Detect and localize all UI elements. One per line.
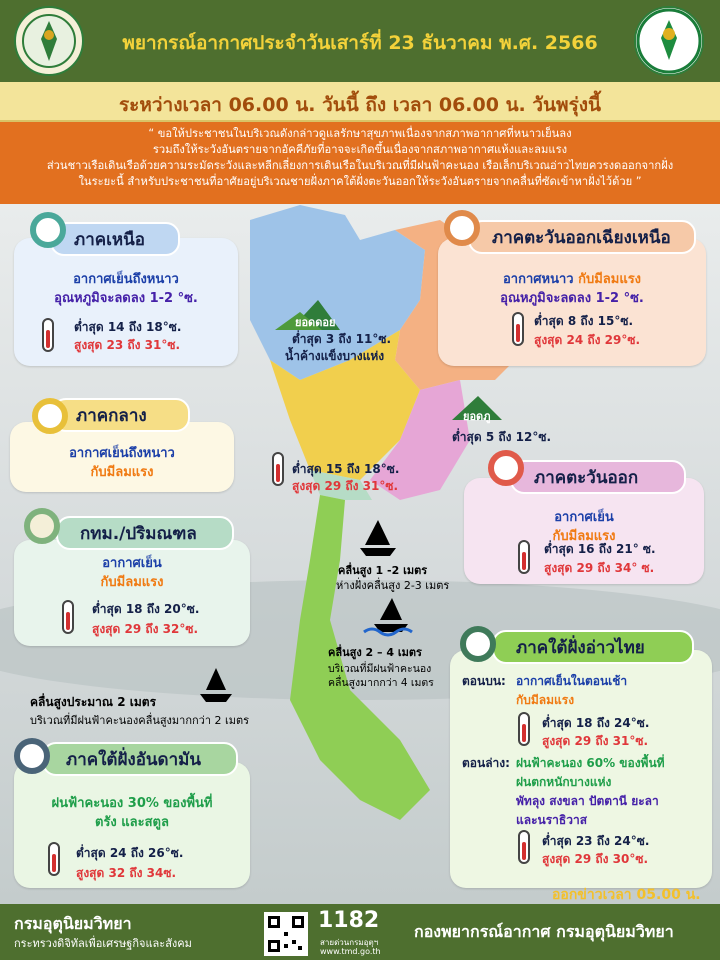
south-gulf-lower-line2: ฝนตกหนักบางแห่ง: [516, 775, 612, 789]
north-max: สูงสุด 23 ถึง 31°ซ.: [74, 338, 181, 352]
boat-icon: [365, 520, 390, 545]
south-gulf-upper-line1: อากาศเย็นในตอนเช้า: [516, 674, 628, 688]
east-max: สูงสุด 29 ถึง 34° ซ.: [544, 561, 655, 575]
north-min: ต่ำสุด 14 ถึง 18°ซ.: [74, 320, 182, 334]
south-andaman-box: [14, 762, 250, 888]
north-tag: ภาคเหนือ: [50, 222, 180, 256]
bangkok-tag: กทม./ปริมณฑล: [56, 516, 234, 550]
south-gulf-lower-max: สูงสุด 29 ถึง 30°ซ.: [542, 852, 649, 866]
south-gulf-lower-min: ต่ำสุด 23 ถึง 24°ซ.: [542, 834, 650, 848]
warning-line: ส่วนชาวเรือเดินเรือด้วยความระมัดระวังและหลีกเลี่ยงการเดินเรือในบริเวณที่มีฝนฟ้าคะนอง เรือเล็กบริเวณอ่าวไทยควรงดออกจากฝั่ง: [46, 159, 674, 172]
south-gulf-upper-min: ต่ำสุด 18 ถึง 24°ซ.: [542, 716, 650, 730]
north-line2: อุณหภูมิจะลดลง 1-2 °ซ.: [54, 291, 198, 306]
forecast-period: ระหว่างเวลา 06.00 น. วันนี้ ถึง เวลา 06.00 น. วันพรุ่งนี้: [118, 94, 602, 116]
bangkok-min: ต่ำสุด 18 ถึง 20°ซ.: [92, 602, 200, 616]
northeast-max: สูงสุด 24 ถึง 29°ซ.: [534, 333, 641, 347]
issued-time: ออกข่าวเวลา 05.00 น.: [552, 887, 701, 903]
hotline-sub2[interactable]: www.tmd.go.th: [320, 947, 381, 956]
north-line1: อากาศเย็นถึงหนาว: [73, 272, 179, 287]
location-pin-icon: [488, 450, 524, 486]
footer-dept: กรมอุตุนิยมวิทยา: [14, 914, 132, 933]
qr-code-icon[interactable]: [264, 912, 308, 956]
south-gulf-upper-max: สูงสุด 29 ถึง 31°ซ.: [542, 734, 649, 748]
footer-ministry: กระทรวงดิจิทัลเพื่อเศรษฐกิจและสังคม: [14, 937, 192, 950]
south-andaman-max: สูงสุด 32 ถึง 34ซ.: [76, 866, 177, 880]
south-gulf-tag: ภาคใต้ฝั่งอ่าวไทย: [492, 630, 694, 664]
wave-gulf-lower-sub2: คลื่นสูงมากกว่า 4 เมตร: [328, 677, 434, 689]
bangkok-line2: กับมีลมแรง: [100, 575, 164, 590]
warning-line: ในระยะนี้ สำหรับประชาชนที่อาศัยอยู่บริเวณชายฝั่งภาคใต้ฝั่งตะวันออกให้ระวังอันตรายจากคลื่นที่ซัดเข้าหาฝั่งไว้ด้วย ”: [78, 175, 642, 188]
south-gulf-upper-line2: กับมีลมแรง: [516, 693, 575, 707]
doi-temp: ต่ำสุด 3 ถึง 11°ซ.: [292, 332, 392, 346]
bangkok-box: [14, 540, 250, 646]
location-pin-icon: [24, 508, 60, 544]
doi-frost: น้ำค้างแข็งบางแห่ง: [285, 349, 385, 363]
north-box: [14, 238, 238, 366]
warning-line: “ ขอให้ประชาชนในบริเวณดังกล่าวดูแลรักษาสุขภาพเนื่องจากสภาพอากาศที่หนาวเย็นลง: [148, 127, 572, 140]
location-pin-icon: [30, 212, 66, 248]
footer-division: กองพยากรณ์อากาศ กรมอุตุนิยมวิทยา: [414, 922, 674, 941]
warning-line: รวมถึงให้ระวังอันตรายจากอัคคีภัยที่อาจจะเกิดขึ้นเนื่องจากสภาพอากาศแห้งและลมแรง: [152, 143, 568, 156]
south-andaman-min: ต่ำสุด 24 ถึง 26°ซ.: [76, 846, 184, 860]
thermometer-icon: [512, 312, 524, 346]
wave-gulf-upper: คลื่นสูง 1 -2 เมตร: [338, 564, 428, 577]
south-gulf-lower-line3: พัทลุง สงขลา ปัตตานี ยะลา: [516, 794, 659, 808]
wave-gulf-upper-sub: ห่างฝั่งคลื่นสูง 2-3 เมตร: [336, 579, 450, 592]
south-gulf-upper-label: ตอนบน:: [462, 674, 506, 688]
phu-temp: ต่ำสุด 5 ถึง 12°ซ.: [452, 430, 552, 444]
northeast-box: [438, 238, 706, 366]
ministry-logo: [14, 6, 84, 76]
phu-label: ยอดภู: [463, 410, 491, 423]
thermometer-icon: [518, 712, 530, 746]
location-pin-icon: [32, 398, 68, 434]
location-pin-icon: [14, 738, 50, 774]
central-tag: ภาคกลาง: [52, 398, 190, 432]
east-line1: อากาศเย็น: [554, 510, 614, 525]
wave-andaman: คลื่นสูงประมาณ 2 เมตร: [30, 695, 157, 709]
wave-andaman-sub: บริเวณที่มีฝนฟ้าคะนองคลื่นสูงมากกว่า 2 เมตร: [30, 714, 250, 727]
northeast-line2: อุณหภูมิจะลดลง 1-2 °ซ.: [500, 291, 644, 306]
south-gulf-box: [450, 650, 712, 888]
page-title: พยากรณ์อากาศประจำวันเสาร์ที่ 23 ธันวาคม พ.ศ. 2566: [122, 32, 598, 54]
east-min: ต่ำสุด 16 ถึง 21° ซ.: [544, 542, 656, 556]
northeast-min: ต่ำสุด 8 ถึง 15°ซ.: [534, 314, 634, 328]
south-gulf-lower-line4: และนราธิวาส: [516, 813, 588, 827]
thermometer-icon: [42, 318, 54, 352]
wave-gulf-lower-sub1: บริเวณที่มีฝนฟ้าคะนอง: [328, 663, 432, 675]
south-gulf-lower-line1: ฝนฟ้าคะนอง 60% ของพื้นที่: [516, 756, 665, 770]
bangkok-max: สูงสุด 29 ถึง 32°ซ.: [92, 622, 199, 636]
tmd-logo: [634, 6, 704, 76]
northeast-tag: ภาคตะวันออกเฉียงเหนือ: [468, 220, 696, 254]
northeast-line1a: อากาศหนาว: [502, 272, 574, 287]
hotline-number: 1182: [318, 908, 380, 933]
doi-label: ยอดดอย: [295, 316, 336, 329]
central-min: ต่ำสุด 15 ถึง 18°ซ.: [292, 462, 400, 476]
bangkok-line1: อากาศเย็น: [102, 556, 162, 571]
wave-gulf-lower: คลื่นสูง 2 – 4 เมตร: [328, 646, 422, 659]
warning-banner: [0, 122, 720, 204]
hotline-sub1: สายด่วนกรมอุตุฯ: [320, 938, 379, 947]
northeast-line1b: กับมีลมแรง: [578, 272, 642, 287]
south-andaman-tag: ภาคใต้ฝั่งอันดามัน: [42, 742, 238, 776]
thermometer-icon: [62, 600, 74, 634]
thermometer-icon: [518, 830, 530, 864]
south-andaman-line1: ฝนฟ้าคะนอง 30% ของพื้นที่: [51, 796, 213, 811]
central-max: สูงสุด 29 ถึง 31°ซ.: [292, 479, 399, 493]
location-pin-icon: [444, 210, 480, 246]
south-gulf-lower-label: ตอนล่าง:: [462, 756, 510, 770]
south-andaman-line2: ตรัง และสตูล: [95, 815, 169, 830]
location-pin-icon: [460, 626, 496, 662]
east-line2: กับมีลมแรง: [552, 529, 616, 544]
thermometer-icon: [48, 842, 60, 876]
footer-bar: [0, 904, 720, 960]
thermometer-icon: [518, 540, 530, 574]
central-line2: กับมีลมแรง: [90, 465, 154, 480]
central-line1: อากาศเย็นถึงหนาว: [69, 446, 175, 461]
east-tag: ภาคตะวันออก: [510, 460, 686, 494]
thermometer-icon: [272, 452, 284, 486]
